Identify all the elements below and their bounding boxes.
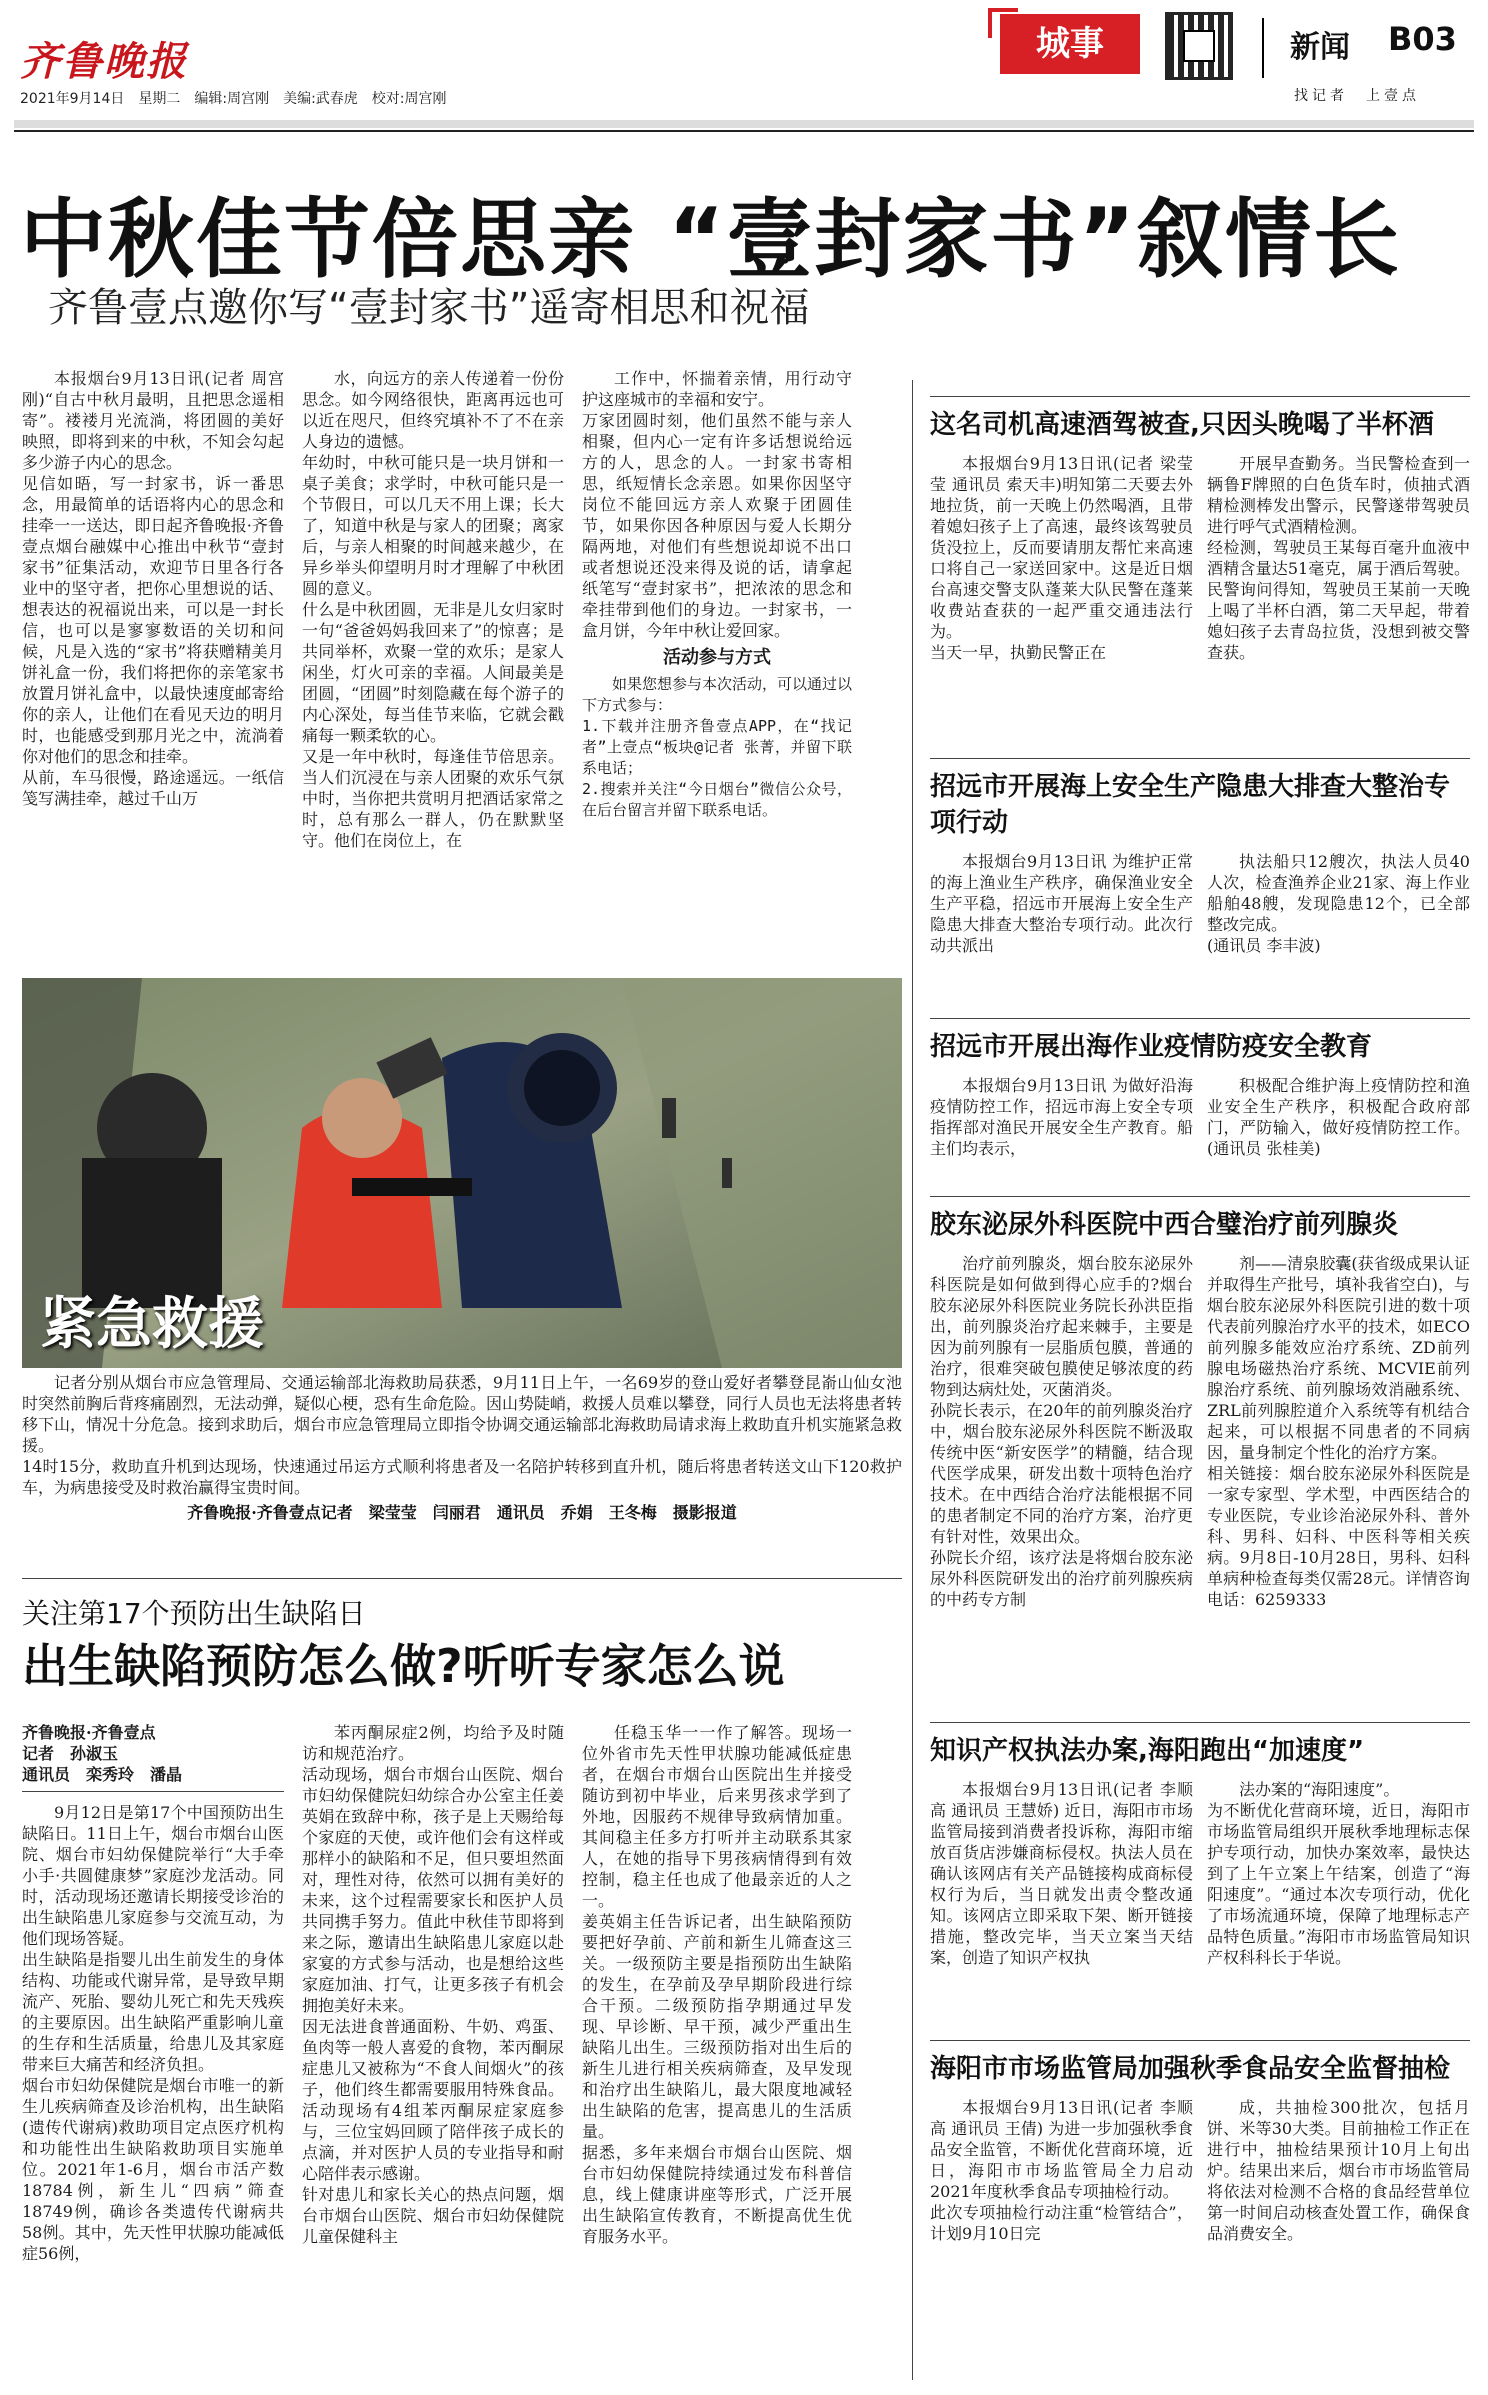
lead-col-2 bbox=[302, 368, 564, 928]
section-divider bbox=[22, 1578, 902, 1579]
brief-4-text-b: 剂——清泉胶囊(获省级成果认证并取得生产批号，填补我省空白)，与烟台胶东泌尿外科医院引进的数十项代表前列腺治疗水平的技术，如ECO前列腺多能效应治疗系统、ZD前列腺电场磁热治疗系统、MCVIE前列腺治疗系统、前列腺场效消融系统、ZRL前列腺腔道介入系统等有机结合起来，可以根据不同患者的不同病因，量身制定个性化的治疗方案。 相关链接：烟台胶东泌尿外科医院是一家专家型、学术型，中西医结合的专业医院，专业诊治泌尿外科、普外科、男科、妇科、中医科等相关疾病。9月8日-10月28日，男科、妇科单病种检查每类仅需28元。详情咨询电话：6259333 bbox=[1207, 1254, 1470, 1609]
brief-4-text-a: 治疗前列腺炎，烟台胶东泌尿外科医院是如何做到得心应手的?烟台胶东泌尿外科医院业务院长孙洪臣指出，前列腺炎治疗起来棘手，主要是因为前列腺有一层脂质包膜，普通的治疗，很难突破包膜使足够浓度的药物到达病灶处，灭菌消炎。 孙院长表示，在20年的前列腺炎治疗中，烟台胶东泌尿外科医院不断汲取传统中医“新安医学”的精髓，结合现代医学成果，研发出数十项特色治疗技术。在中西结合治疗法能根据不同的患者制定不同的治疗方案，治疗更有针对性，效果出众。 孙院长介绍，该疗法是将烟台胶东泌尿外科医院研发出的治疗前列腺疾病的中药专方制 bbox=[930, 1254, 1193, 1609]
defect-col-1 bbox=[22, 1722, 284, 2382]
defect-col-3 bbox=[582, 1722, 852, 2382]
right-column-divider bbox=[912, 380, 913, 2380]
page-label: 新闻 bbox=[1290, 30, 1350, 65]
brief-4-title: 胶东泌尿外科医院中西合璧治疗前列腺炎 bbox=[930, 1210, 1399, 1240]
lead-col-2-text: 水，向远方的亲人传递着一份份思念。如今网络很快，距离再远也可以近在咫尺，但终究填补不了不在亲人身边的遗憾。 年幼时，中秋可能只是一块月饼和一桌子美食；求学时，中秋可能只是一个节假日，可以几天不用上课；长大了，知道中秋是与家人的团聚；离家后，与亲人相聚的时间越来越少，在异乡举头仰望明月时才理解了中秋团圆的意义。 什么是中秋团圆，无非是儿女归家时一句“爸爸妈妈我回来了”的惊喜；是共同举杯，欢聚一堂的欢乐；是家人闲坐，灯火可亲的幸福。人间最美是团圆，“团圆”时刻隐藏在每个游子的内心深处，每当佳节来临，它就会戳痛每一颗柔软的心。 又是一年中秋时，每逢佳节倍思亲。当人们沉浸在与亲人团聚的欢乐气氛中时，当你把共赏明月把酒话家常之时，总有那么一群人，仍在默默坚守。他们在岗位上，在 bbox=[302, 369, 564, 850]
dateline: 2021年9月14日 星期二 编辑:周宫刚 美编:武春虎 校对:周宫刚 bbox=[20, 91, 447, 107]
lead-col-3-text: 工作中，怀揣着亲情，用行动守护这座城市的幸福和安宁。 万家团圆时刻，他们虽然不能与亲人相聚，但内心一定有许多话想说给远方的人，思念的人。一封家书寄相思，纸短情长念亲恩。如果你因坚守岗位不能回远方亲人欢聚于团圆佳节，如果你因各种原因与爱人长期分隔两地，对他们有些想说却说不出口或者想说还没来得及说的话，请拿起纸笔写“壹封家书”，把浓浓的思念和牵挂带到他们的身边。一封家书，一盒月饼，今年中秋让爱回家。 bbox=[582, 369, 852, 640]
lead-headline: 中秋佳节倍思亲 “壹封家书”叙情长 bbox=[20, 190, 1401, 290]
lead-col-3 bbox=[582, 368, 852, 928]
brief-1-text-a: 本报烟台9月13日讯(记者 梁莹莹 通讯员 索天丰)明知第二天要去外地拉货，前一天晚上仍然喝酒，且带着媳妇孩子上了高速，最终该驾驶员货没拉上，反而要请朋友帮忙来高速口将自己一家送回家中。这是近日烟台高速交警支队蓬莱大队民警在蓬莱收费站查获的一起严重交通违法行为。 当天一早，执勤民警正在 bbox=[930, 454, 1193, 662]
photo-title: 紧急救援 bbox=[40, 1292, 264, 1357]
brief-2-text-b: 执法船只12艘次，执法人员40人次，检查渔养企业21家、海上作业船舶48艘，发现隐患12个，已全部整改完成。 (通讯员 李丰波) bbox=[1207, 852, 1470, 955]
defect-col-3-text: 任稳玉华一一作了解答。现场一位外省市先天性甲状腺功能减低症患者，在烟台市烟台山医院出生并接受随访到初中毕业，后来男孩求学到了外地，因服药不规律导致病情加重。其间稳主任多方打听并主动联系其家人，在她的指导下男孩病情得到有效控制，稳主任也成了他最亲近的人之一。 姜英娟主任告诉记者，出生缺陷预防要把好孕前、产前和新生儿筛查这三关。一级预防主要是指预防出生缺陷的发生，在孕前及孕早期阶段进行综合干预。二级预防指孕期通过早发现、早诊断、早干预，减少严重出生缺陷儿出生。三级预防指对出生后的新生儿进行相关疾病筛查，及早发现和治疗出生缺陷儿，最大限度地减轻出生缺陷的危害，提高患儿的生活质量。 据悉，多年来烟台市烟台山医院、烟台市妇幼保健院持续通过发布科普信息，线上健康讲座等形式，广泛开展出生缺陷宣传教育，不断提高优生优育服务水平。 bbox=[582, 1723, 852, 2246]
masthead-logo: 齐鲁晚报 bbox=[20, 38, 188, 85]
lead-subhead: 齐鲁壹点邀你写“壹封家书”遥寄相思和祝福 bbox=[48, 285, 810, 331]
brief-2-title: 招远市开展海上安全生产隐患大排查大整治专项行动 bbox=[930, 772, 1451, 838]
header-band bbox=[14, 120, 1474, 128]
brief-rule bbox=[930, 2040, 1470, 2041]
brief-5-text-a: 本报烟台9月13日讯(记者 李顺高 通讯员 王慧娇) 近日，海阳市市场监管局接到消费者投诉称，海阳市缩放百货店涉嫌商标侵权。执法人员在确认该网店有关产品链接构成商标侵权行为后，当日就发出责令整改通知。该网店立即采取下架、断开链接措施，整改完毕，当天立案当天结案，创造了知识产权执 bbox=[930, 1780, 1193, 1967]
brief-rule bbox=[930, 758, 1470, 759]
brief-6-text-b: 成，共抽检300批次，包括月饼、米等30大类。目前抽检工作正在进行中，抽检结果预计10月上旬出炉。结果出来后，烟台市市场监管局将依法对检测不合格的食品经营单位第一时间启动核查处置工作，确保食品消费安全。 bbox=[1207, 2098, 1470, 2243]
brief-food-safety bbox=[930, 2040, 1470, 2387]
lead-col-1-text: 本报烟台9月13日讯(记者 周宫刚)“自古中秋月最明，且把思念遥相寄”。褛褛月光流淌，将团圆的美好映照，即将到来的中秋，不知会勾起多少游子内心的思念。 见信如晤，写一封家书，诉一番思念，用最简单的话语将内心的思念和挂牵一一送达，即日起齐鲁晚报·齐鲁壹点烟台融媒中心推出中秋节“壹封家书”征集活动，欢迎节日里各行各业中的坚守者，把你心里想说的话、想表达的祝福说出来，可以是一封长信，也可以是寥寥数语的关切和问候，凡是入选的“家书”将获赠精美月饼礼盒一份，我们将把你的亲笔家书放置月饼礼盒中，以最快速度邮寄给你的亲人，让他们在看见天边的明月时，也能感受到那月光之中，流淌着你对他们的思念和挂牵。 从前，车马很慢，路途遥远。一纸信笺写满挂牵，越过千山万 bbox=[22, 369, 284, 808]
photo-caption bbox=[22, 1372, 902, 1552]
brief-3-title: 招远市开展出海作业疫情防疫安全教育 bbox=[930, 1032, 1373, 1062]
brief-3-text-b: 积极配合维护海上疫情防控和渔业安全生产秩序，积极配合政府部门，严防输入，做好疫情防控工作。 (通讯员 张桂美) bbox=[1207, 1076, 1470, 1158]
activity-text: 如果您想参与本次活动，可以通过以下方式参与： 1.下载并注册齐鲁壹点APP，在“找记者”上壹点“板块@记者 张菁，并留下联系电话； 2.搜索并关注“今日烟台”微信公众号，在后台留言并留下联系电话。 bbox=[582, 675, 852, 819]
defect-byline: 齐鲁晚报·齐鲁壹点 记者 孙淑玉 通讯员 栾秀玲 潘晶 bbox=[22, 1722, 284, 1792]
brief-1-text-b: 开展早查勤务。当民警检查到一辆鲁F牌照的白色货车时，侦抽式酒精检测棒发出警示，民警遂带驾驶员进行呼气式酒精检测。 经检测，驾驶员王某每百毫升血液中酒精含量达51毫克，属于酒后驾驶。民警询问得知，驾驶员王某前一天晚上喝了半杯白酒，第二天早起，带着媳妇孩子去青岛拉货，没想到被交警查获。 bbox=[1207, 454, 1470, 662]
page-number: B03 bbox=[1388, 20, 1457, 58]
brief-6-text-a: 本报烟台9月13日讯(记者 李顺高 通讯员 王倩) 为进一步加强秋季食品安全监管，不断优化营商环境，近日，海阳市市场监管局全力启动2021年度秋季食品专项抽检行动。 此次专项抽检行动注重“检管结合”，计划9月10日完 bbox=[930, 2098, 1193, 2243]
brief-ip-enforcement bbox=[930, 1722, 1470, 2009]
defect-col-2-text: 苯丙酮尿症2例，均给予及时随访和规范治疗。 活动现场，烟台市烟台山医院、烟台市妇幼保健院妇幼综合办公室主任姜英娟在致辞中称，孩子是上天赐给每个家庭的天使，或许他们会有这样或那样小的缺陷和不足，但只要坦然面对，理性对待，依然可以拥有美好的未来，这个过程需要家长和医护人员共同携手努力。值此中秋佳节即将到来之际，邀请出生缺陷患儿家庭以赴家宴的方式参与活动，也是想给这些家庭加油、打气，让更多孩子有机会拥抱美好未来。 因无法进食普通面粉、牛奶、鸡蛋、鱼肉等一般人喜爱的食物，苯丙酮尿症患儿又被称为“不食人间烟火”的孩子，他们终生都需要服用特殊食品。活动现场有4组苯丙酮尿症家庭参与，三位宝妈回顾了陪伴孩子成长的点滴，并对医护人员的专业指导和耐心陪伴表示感谢。 针对患儿和家长关心的热点问题，烟台市烟台山医院、烟台市妇幼保健院儿童保健科主 bbox=[302, 1723, 564, 2246]
brief-5-text-b: 法办案的“海阳速度”。 为不断优化营商环境，近日，海阳市市场监管局组织开展秋季地理标志保护专项行动，加快办案效率，最快达到了上午立案上午结案，创造了“海阳速度”。“通过本次专项行动，优化了市场流通环境，保障了地理标志产品特色质量。”海阳市市场监管局知识产权科科长于华说。 bbox=[1207, 1780, 1470, 1967]
brief-6-title: 海阳市市场监管局加强秋季食品安全监督抽检 bbox=[930, 2054, 1451, 2084]
brief-1-title: 这名司机高速酒驾被查,只因头晚喝了半杯酒 bbox=[930, 410, 1434, 440]
brief-rule bbox=[930, 1018, 1470, 1019]
brief-rule bbox=[930, 396, 1470, 397]
editors-line: 找记者 上壹点 bbox=[1294, 88, 1420, 104]
brief-epidemic-education bbox=[930, 1018, 1470, 1165]
lead-col-1 bbox=[22, 368, 284, 928]
qr-code-center bbox=[1183, 30, 1215, 62]
brief-rule bbox=[930, 1196, 1470, 1197]
defect-kicker: 关注第17个预防出生缺陷日 bbox=[22, 1597, 366, 1630]
defect-col-1-text: 9月12日是第17个中国预防出生缺陷日。11日上午，烟台市烟台山医院、烟台市妇幼保健院举行“大手牵小手·共圆健康梦”家庭沙龙活动。同时，活动现场还邀请长期接受诊治的出生缺陷患儿家庭参与交流互动，为他们现场答疑。 出生缺陷是指婴儿出生前发生的身体结构、功能或代谢异常，是导致早期流产、死胎、婴幼儿死亡和先天残疾的主要原因。出生缺陷严重影响儿童的生存和生活质量，给患儿及其家庭带来巨大痛苦和经济负担。 烟台市妇幼保健院是烟台市唯一的新生儿疾病筛查及诊治机构，出生缺陷(遗传代谢病)救助项目定点医疗机构和功能性出生缺陷救助项目实施单位。2021年1-6月，烟台市活产数18784例，新生儿“四病”筛查18749例，确诊各类遗传代谢病共58例。其中，先天性甲状腺功能减低症56例， bbox=[22, 1803, 284, 2263]
photo-credit: 齐鲁晚报·齐鲁壹点记者 梁莹莹 闫丽君 通讯员 乔娟 王冬梅 摄影报道 bbox=[187, 1503, 737, 1522]
header-divider bbox=[1262, 18, 1264, 78]
ad-urology-hospital bbox=[930, 1196, 1470, 1713]
brief-2-text-a: 本报烟台9月13日讯 为维护正常的海上渔业生产秩序，确保渔业安全生产平稳，招远市开展海上安全生产隐患大排查大整治专项行动。此次行动共派出 bbox=[930, 852, 1193, 955]
brief-marine-safety bbox=[930, 758, 1470, 961]
brief-rule bbox=[930, 1722, 1470, 1723]
defect-col-2 bbox=[302, 1722, 564, 2382]
brief-3-text-a: 本报烟台9月13日讯 为做好沿海疫情防控工作，招远市海上安全专项指挥部对渔民开展安全生产教育。船主们均表示， bbox=[930, 1076, 1193, 1158]
header-rule bbox=[14, 130, 1474, 132]
brief-5-title: 知识产权执法办案,海阳跑出“加速度” bbox=[930, 1736, 1365, 1766]
activity-title: 活动参与方式 bbox=[663, 647, 771, 668]
section-tag: 城事 bbox=[1000, 14, 1140, 74]
defect-headline: 出生缺陷预防怎么做?听听专家怎么说 bbox=[22, 1639, 785, 1693]
photo-caption-text: 记者分别从烟台市应急管理局、交通运输部北海救助局获悉，9月11日上午，一名69岁的登山爱好者攀登昆嵛山仙女池时突然前胸后背疼痛剧烈，无法动弹，疑似心梗，恐有生命危险。因山势陡峭，救援人员难以攀登，同行人员也无法将患者转移下山，情况十分危急。接到求助后，烟台市应急管理局立即指令协调交通运输部北海救助局请求海上救助直升机实施紧急救援。 14时15分，救助直升机到达现场，快速通过吊运方式顺利将患者及一名陪护转移到直升机，随后将患者转送文山下120救护车，为病患接受及时救治赢得宝贵时间。 bbox=[22, 1373, 903, 1497]
brief-drunk-driving bbox=[930, 396, 1470, 713]
